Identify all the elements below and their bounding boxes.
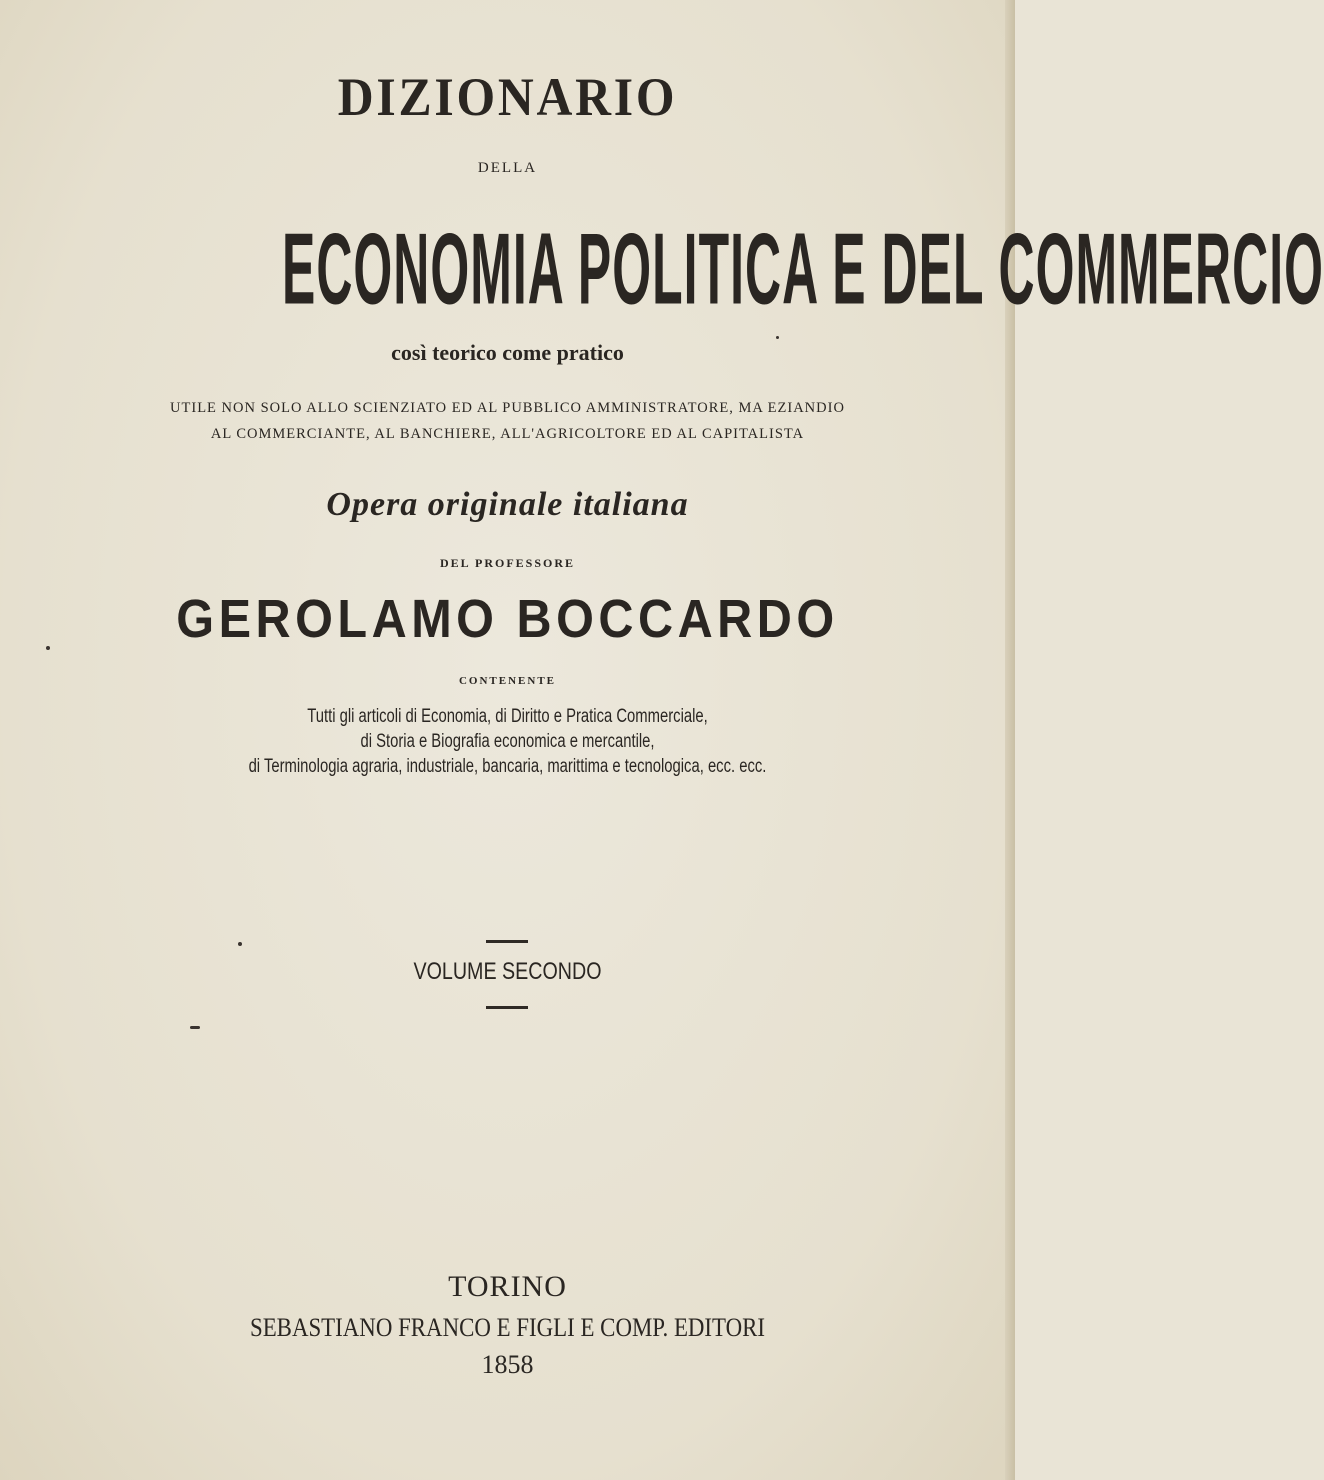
audience-line-1: UTILE NON SOLO ALLO SCIENZIATO ED AL PUBBLICO AMMINISTRATORE, MA EZIANDIO xyxy=(170,400,845,416)
imprint-city: TORINO xyxy=(448,1270,567,1303)
paper-speck xyxy=(190,1026,200,1029)
contents-line-1: Tutti gli articoli di Economia, di Diritto e Pratica Commerciale, xyxy=(307,706,708,727)
main-title-text: ECONOMIA POLITICA E DEL COMMERCIO xyxy=(282,213,1324,326)
main-title xyxy=(282,212,1324,328)
contents-line-2: di Storia e Biografia economica e mercantile, xyxy=(360,731,655,752)
paper-speck xyxy=(238,942,242,946)
contents-heading: CONTENENTE xyxy=(458,675,557,687)
subtitle: così teorico come pratico xyxy=(391,340,624,365)
paper-speck xyxy=(776,336,779,339)
volume-label: VOLUME SECONDO xyxy=(413,958,602,985)
author-name: GEROLAMO BOCCARDO xyxy=(176,589,839,649)
work-type: Opera originale italiana xyxy=(326,486,689,523)
audience-line-2: AL COMMERCIANTE, AL BANCHIERE, ALL'AGRICOLTORE ED AL CAPITALISTA xyxy=(210,426,805,442)
title-connector: DELLA xyxy=(477,160,538,176)
title-line-dizionario: DIZIONARIO xyxy=(337,67,678,127)
paper-speck xyxy=(46,646,50,650)
rule-above-volume xyxy=(486,940,528,943)
author-prefix: DEL PROFESSORE xyxy=(439,556,576,570)
imprint-publisher: SEBASTIANO FRANCO E FIGLI E COMP. EDITORI xyxy=(249,1313,766,1342)
imprint-year: 1858 xyxy=(481,1350,534,1379)
rule-below-volume xyxy=(486,1006,528,1009)
contents-line-3: di Terminologia agraria, industriale, bancaria, marittima e tecnologica, ecc. ecc. xyxy=(248,756,767,777)
